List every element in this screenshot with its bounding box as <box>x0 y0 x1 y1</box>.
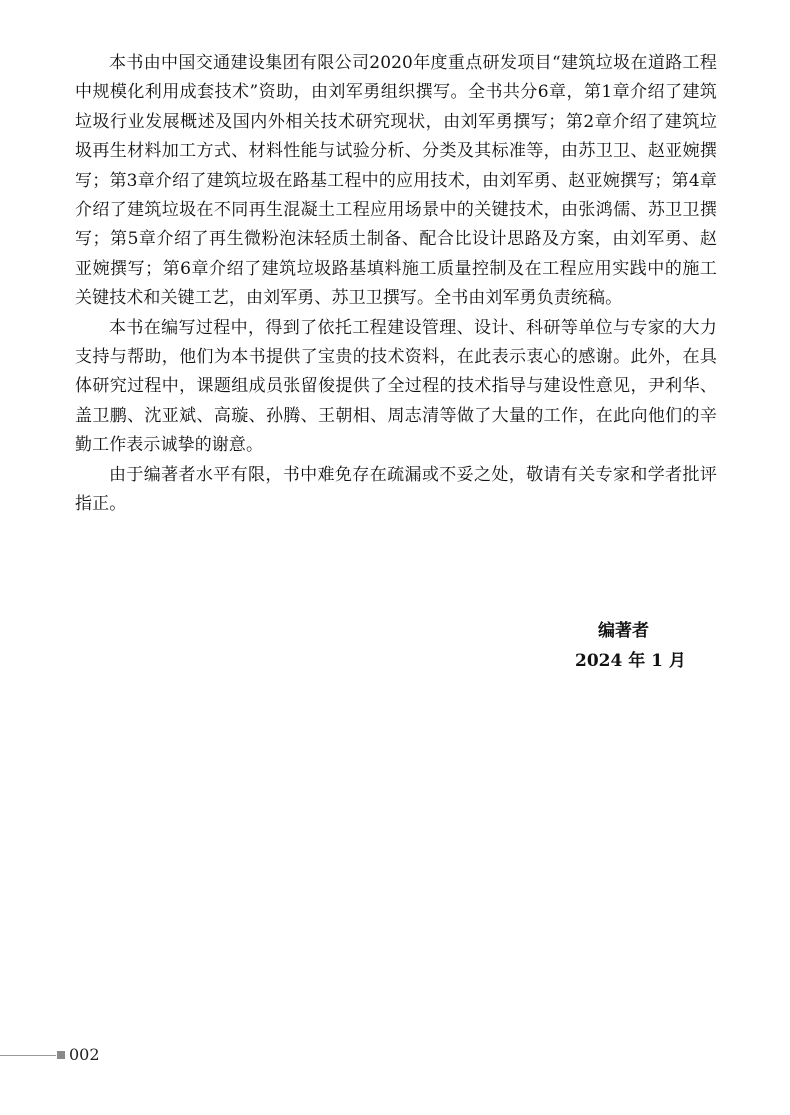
signature-author: 编著者 <box>598 621 649 641</box>
preface-paragraph-acknowledgements: 本书在编写过程中，得到了依托工程建设管理、设计、科研等单位与专家的大力支持与帮助，他们为本书提供了宝贵的技术资料，在此表示衷心的感谢。此外，在具体研究过程中，课题组成员张留俊提供了全过程的技术指导与建设性意见，尹利华、盖卫鹏、沈亚斌、高璇、孙腾、王朝相、周志清等做了大量的工作，在此向他们的辛勤工作表示诚挚的谢意。 <box>75 317 717 456</box>
preface-paragraph-funding-and-chapters: 本书由中国交通建设集团有限公司2020年度重点研发项目“建筑垃圾在道路工程中规模化利用成套技术”资助，由刘军勇组织撰写。全书共分6章，第1章介绍了建筑垃圾行业发展概述及国内外相关技术研究现状，由刘军勇撰写；第2章介绍了建筑垃圾再生材料加工方式、材料性能与试验分析、分类及其标准等，由苏卫卫、赵亚婉撰写；第3章介绍了建筑垃圾在路基工程中的应用技术，由刘军勇、赵亚婉撰写；第4章介绍了建筑垃圾在不同再生混凝土工程应用场景中的关键技术，由张鸿儒、苏卫卫撰写；第5章介绍了再生微粉泡沫轻质土制备、配合比设计思路及方案，由刘军勇、赵亚婉撰写；第6章介绍了建筑垃圾路基填料施工质量控制及在工程应用实践中的施工关键技术和关键工艺，由刘军勇、苏卫卫撰写。全书由刘军勇负责统稿。 <box>75 53 717 309</box>
preface-paragraph-disclaimer: 由于编著者水平有限，书中难免存在疏漏或不妥之处，敬请有关专家和学者批评指正。 <box>75 464 717 515</box>
footer-square-marker-icon <box>57 1051 65 1059</box>
footer-rule-divider <box>0 1055 56 1056</box>
page-number: 002 <box>69 1045 100 1064</box>
preface-body <box>75 49 717 520</box>
signature-date: 2024 年 1 月 <box>575 651 686 671</box>
